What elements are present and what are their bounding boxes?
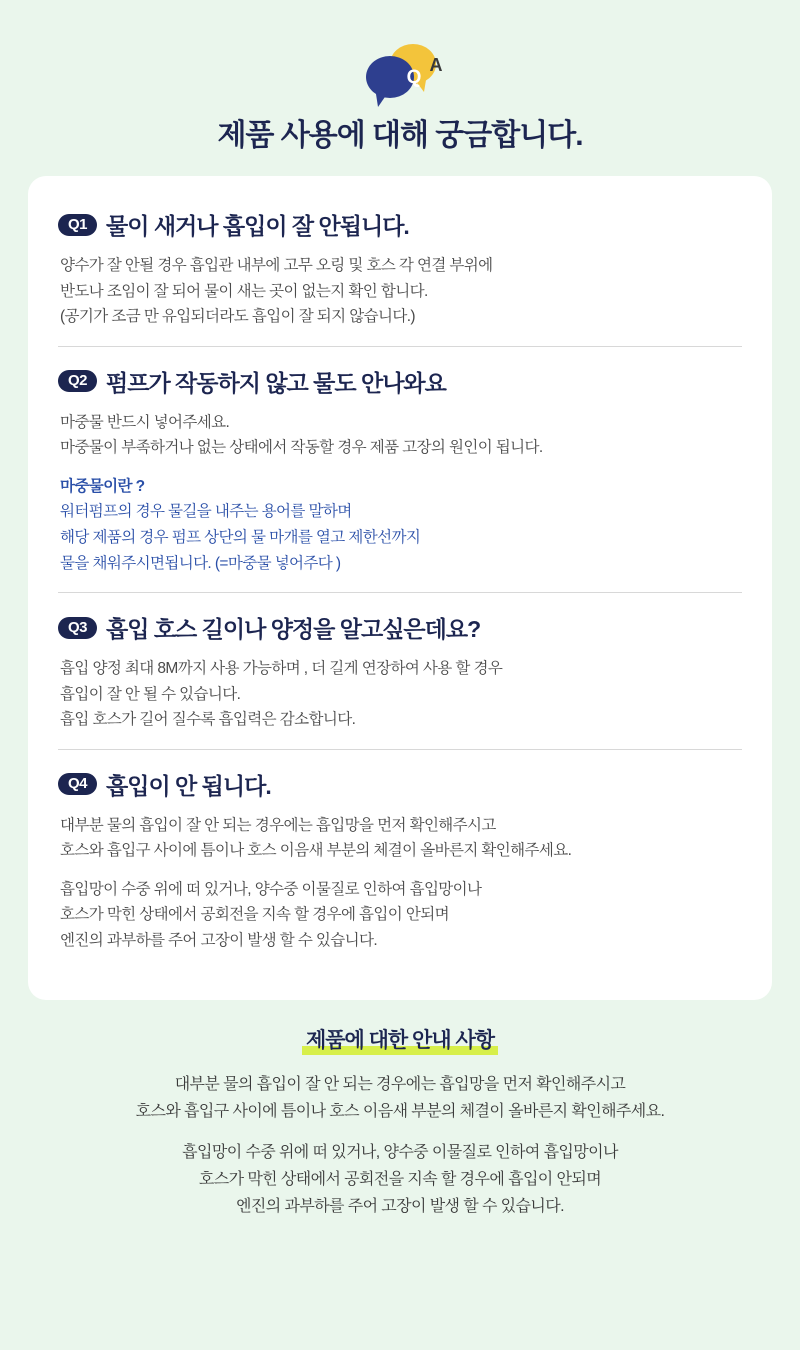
question-text: 펌프가 작동하지 않고 물도 안나와요 <box>106 369 446 396</box>
question-text: 물이 새거나 흡입이 잘 안됩니다. <box>106 213 409 239</box>
page-title: 제품 사용에 대해 궁금합니다. <box>217 119 583 152</box>
faq-question-row <box>58 611 742 644</box>
faq-question-row <box>58 365 742 398</box>
note-line: 워터펌프의 경우 물길을 내주는 용어를 말하며 <box>60 503 352 521</box>
answer-line: 양수가 잘 안될 경우 흡입관 내부에 고무 오링 및 호스 각 연결 부위에 <box>60 257 493 274</box>
faq-question-row <box>58 768 742 801</box>
qa-bubbles-icon <box>350 44 450 106</box>
answer-line: 반도나 조임이 잘 되어 물이 새는 곳이 없는지 확인 합니다. <box>60 282 428 300</box>
question-bubble-icon <box>366 56 422 98</box>
faq-card <box>28 176 772 1000</box>
question-badge: Q1 <box>58 214 97 236</box>
faq-item <box>58 346 742 592</box>
question-text: 흡입 호스 길이나 양정을 알고싶은데요? <box>106 616 481 643</box>
answer-line: 흡입 호스가 길어 질수록 흡입력은 감소합니다. <box>60 711 356 729</box>
faq-question-row <box>58 208 742 241</box>
note-line: 해당 제품의 경우 펌프 상단의 물 마개를 열고 제한선까지 <box>60 528 421 546</box>
answer-line: 대부분 물의 흡입이 잘 안 되는 경우에는 흡입망을 먼저 확인해주시고 <box>60 816 496 834</box>
footer-line: 흡입망이 수중 위에 떠 있거나, 양수중 이물질로 인하여 흡입망이나 <box>182 1143 618 1161</box>
note-title: 마중물이란 ? <box>60 477 145 495</box>
footer-line: 대부분 물의 흡입이 잘 안 되는 경우에는 흡입망을 먼저 확인해주시고 <box>174 1075 626 1093</box>
answer-line: 호스가 막힌 상태에서 공회전을 지속 할 경우에 흡입이 안되며 <box>60 906 449 924</box>
question-text: 흡입이 안 됩니다. <box>106 772 271 799</box>
answer-line: (공기가 조금 만 유입되더라도 흡입이 잘 되지 않습니다.) <box>60 308 415 326</box>
faq-note <box>60 474 742 576</box>
faq-answer <box>58 253 742 330</box>
answer-line: 마중물 반드시 넣어주세요. <box>60 413 230 431</box>
note-line: 물을 채워주시면됩니다. (=마중물 넣어주다 ) <box>60 554 341 572</box>
faq-item <box>58 592 742 749</box>
faq-answer <box>58 813 742 954</box>
spacer <box>60 461 742 474</box>
faq-answer <box>58 410 742 576</box>
footer-line: 엔진의 과부하를 주어 고장이 발생 할 수 있습니다. <box>236 1198 564 1216</box>
question-badge: Q3 <box>58 617 97 639</box>
answer-line: 마중물이 부족하거나 없는 상태에서 작동할 경우 제품 고장의 원인이 됩니다. <box>60 439 543 457</box>
answer-line: 흡입이 잘 안 될 수 있습니다. <box>60 685 241 703</box>
answer-line: 흡입망이 수중 위에 떠 있거나, 양수중 이물질로 인하여 흡입망이나 <box>60 880 482 898</box>
question-badge: Q2 <box>58 370 97 392</box>
footer-body <box>30 1071 770 1221</box>
question-bubble-letter: Q <box>406 67 422 88</box>
spacer <box>60 864 742 877</box>
answer-line: 흡입 양정 최대 8M까지 사용 가능하며 , 더 길게 연장하여 사용 할 경우 <box>60 660 503 678</box>
footer-title: 제품에 대한 안내 사항 <box>302 1024 498 1055</box>
footer-line: 호스가 막힌 상태에서 공회전을 지속 할 경우에 흡입이 안되며 <box>198 1171 602 1189</box>
faq-item <box>58 749 742 970</box>
answer-bubble-letter: A <box>429 55 443 75</box>
question-badge: Q4 <box>58 773 97 795</box>
faq-item <box>58 202 742 346</box>
spacer <box>30 1125 770 1139</box>
page-header <box>0 0 800 154</box>
footer-notice <box>0 1024 800 1221</box>
faq-answer <box>58 656 742 733</box>
answer-line: 호스와 흡입구 사이에 틈이나 호스 이음새 부분의 체결이 올바른지 확인해주세요. <box>60 842 572 860</box>
answer-line: 엔진의 과부하를 주어 고장이 발생 할 수 있습니다. <box>60 932 378 949</box>
footer-line: 호스와 흡입구 사이에 틈이나 호스 이음새 부분의 체결이 올바른지 확인해주세요. <box>135 1102 665 1120</box>
